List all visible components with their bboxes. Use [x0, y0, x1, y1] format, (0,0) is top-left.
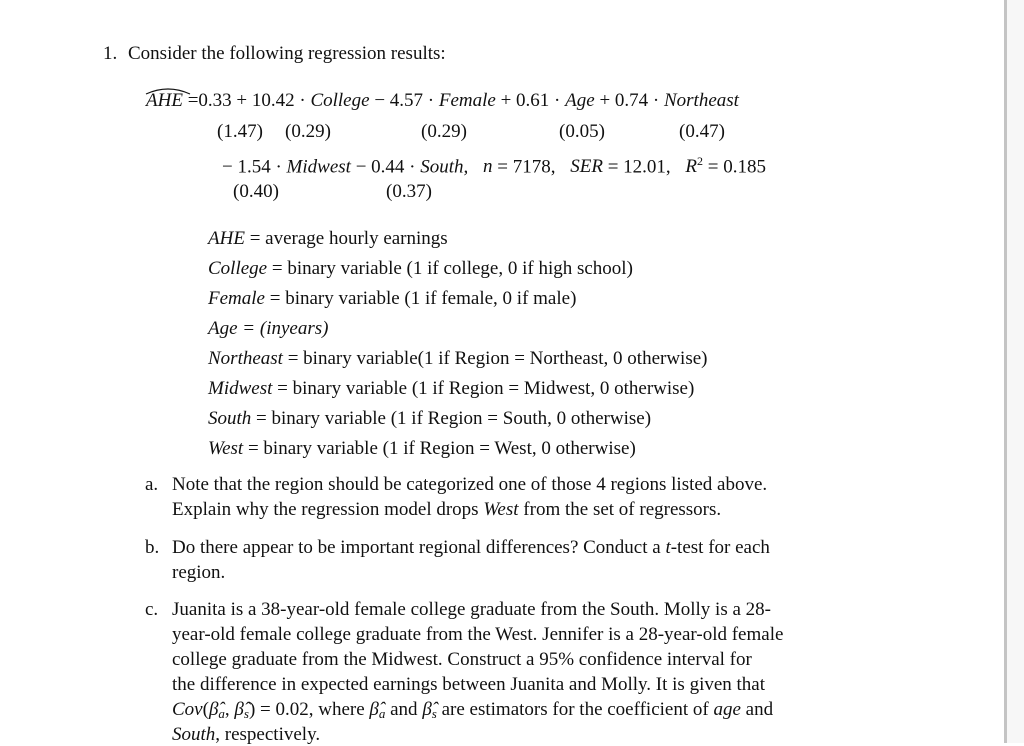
cov-comma: ,	[224, 699, 235, 720]
question-number: 1.	[103, 43, 118, 64]
definition-var: Midwest	[208, 378, 273, 399]
definition-midwest	[208, 378, 694, 400]
cov-close: ) = 0.02, where	[248, 699, 370, 720]
se-intercept: (1.47)	[217, 121, 263, 142]
part-b-line-1	[172, 537, 770, 559]
definition-text: = binary variable(1 if Region = Northeast, 0 otherwise)	[282, 348, 708, 369]
definition-var: College	[208, 258, 268, 279]
part-a-text-end: from the set of regressors.	[518, 499, 722, 520]
se-south: (0.37)	[386, 181, 432, 202]
definition-text: = binary variable (1 if college, 0 if high school)	[267, 258, 633, 279]
part-b-label: b.	[145, 537, 160, 558]
cov-open: (	[202, 699, 209, 720]
definition-var: West	[208, 438, 244, 459]
college-coef: + 10.42 ·	[236, 90, 306, 111]
r2-superscript: 2	[697, 154, 704, 168]
respectively-text: , respectively.	[215, 724, 321, 745]
definition-var: Age	[208, 318, 238, 339]
definition-ahe	[208, 228, 448, 250]
part-a-line-2	[172, 499, 721, 521]
south-var: South,	[420, 156, 469, 178]
beta-hat-s: β̂	[234, 699, 244, 720]
regression-line-1	[146, 90, 739, 112]
female-coef: − 4.57 ·	[374, 90, 435, 111]
northeast-coef: + 0.74 ·	[599, 90, 660, 111]
part-a-line-1: Note that the region should be categorized one of those 4 regions listed above.	[172, 474, 768, 495]
beta-sub-a: a	[218, 706, 225, 721]
se-college: (0.29)	[285, 121, 331, 142]
definition-female	[208, 288, 576, 310]
definition-text: = binary variable (1 if female, 0 if male)	[264, 288, 577, 309]
definition-text: = (inyears)	[237, 318, 329, 339]
se-female: (0.29)	[421, 121, 467, 142]
definition-northeast	[208, 348, 707, 370]
part-b-text: Do there appear to be important regional differences? Conduct a	[172, 537, 666, 558]
n-label: n	[483, 156, 493, 178]
beta-hat-a-2: β̂	[369, 699, 379, 720]
se-northeast: (0.47)	[679, 121, 725, 142]
se-age: (0.05)	[559, 121, 605, 142]
definition-west	[208, 438, 636, 460]
part-c-line-1: Juanita is a 38-year-old female college graduate from the South. Molly is a 28-	[172, 599, 771, 620]
equals-sign: =	[187, 90, 199, 111]
south-word: South	[172, 724, 216, 745]
definition-var: Northeast	[208, 348, 283, 369]
age-coef: + 0.61 ·	[500, 90, 561, 111]
definition-text: = binary variable (1 if Region = South, 0 otherwise)	[251, 408, 652, 429]
college-var: College	[310, 90, 370, 111]
lhs-ahe: AHE	[146, 90, 183, 111]
question-header	[103, 43, 446, 65]
and-end: and	[740, 699, 774, 720]
definition-college	[208, 258, 633, 280]
age-word: age	[713, 699, 741, 720]
part-a-var: West	[483, 499, 519, 520]
part-a-label: a.	[145, 474, 159, 495]
definition-text: = average hourly earnings	[244, 228, 448, 249]
beta-hat-s-2: β̂	[422, 699, 432, 720]
definition-var: AHE	[208, 228, 245, 249]
female-var: Female	[438, 90, 496, 111]
midwest-coef: − 1.54 ·	[222, 156, 282, 178]
midwest-var: Midwest	[286, 156, 351, 178]
and-text: and	[385, 699, 423, 720]
ser-value: = 12.01,	[607, 156, 671, 178]
definition-age	[208, 318, 328, 340]
part-c-line-5	[172, 699, 773, 725]
ser-label: SER	[570, 156, 603, 178]
beta-hat-a: β̂	[208, 699, 219, 720]
se-midwest: (0.40)	[233, 181, 279, 202]
question-intro: Consider the following regression results:	[128, 43, 446, 64]
definition-var: South	[208, 408, 252, 429]
r2-value: = 0.185	[707, 156, 766, 178]
definition-text: = binary variable (1 if Region = Midwest, 0 otherwise)	[272, 378, 695, 399]
part-c-label: c.	[145, 599, 159, 620]
scroll-gutter[interactable]	[1007, 0, 1024, 743]
part-b-line-2: region.	[172, 562, 226, 583]
beta-sub-a-2: a	[378, 706, 386, 721]
definition-var: Female	[208, 288, 265, 309]
intercept-value: 0.33	[198, 90, 232, 111]
r2-label: R	[685, 156, 698, 178]
part-b-var: t	[665, 537, 671, 558]
age-var: Age	[565, 90, 595, 111]
definition-text: = binary variable (1 if Region = West, 0 otherwise)	[243, 438, 636, 459]
definition-south	[208, 408, 651, 430]
n-value: = 7178,	[497, 156, 556, 178]
beta-sub-s: s	[243, 706, 249, 721]
part-c-line-3: college graduate from the Midwest. Construct a 95% confidence interval for	[172, 649, 752, 670]
south-coef: − 0.44 ·	[355, 156, 416, 178]
part-c-line-4: the difference in expected earnings between Juanita and Molly. It is given that	[172, 674, 766, 695]
part-b-text-end: -test for each	[670, 537, 770, 558]
beta-sub-s-2: s	[431, 706, 437, 721]
cov-label: Cov	[172, 699, 203, 720]
part-c-line-2: year-old female college graduate from the West. Jennifer is a 28-year-old female	[172, 624, 784, 645]
northeast-var: Northeast	[663, 90, 739, 111]
part-a-text: Explain why the regression model drops	[172, 499, 484, 520]
estimators-text: are estimators for the coefficient of	[436, 699, 714, 720]
regression-line-2	[222, 150, 766, 178]
